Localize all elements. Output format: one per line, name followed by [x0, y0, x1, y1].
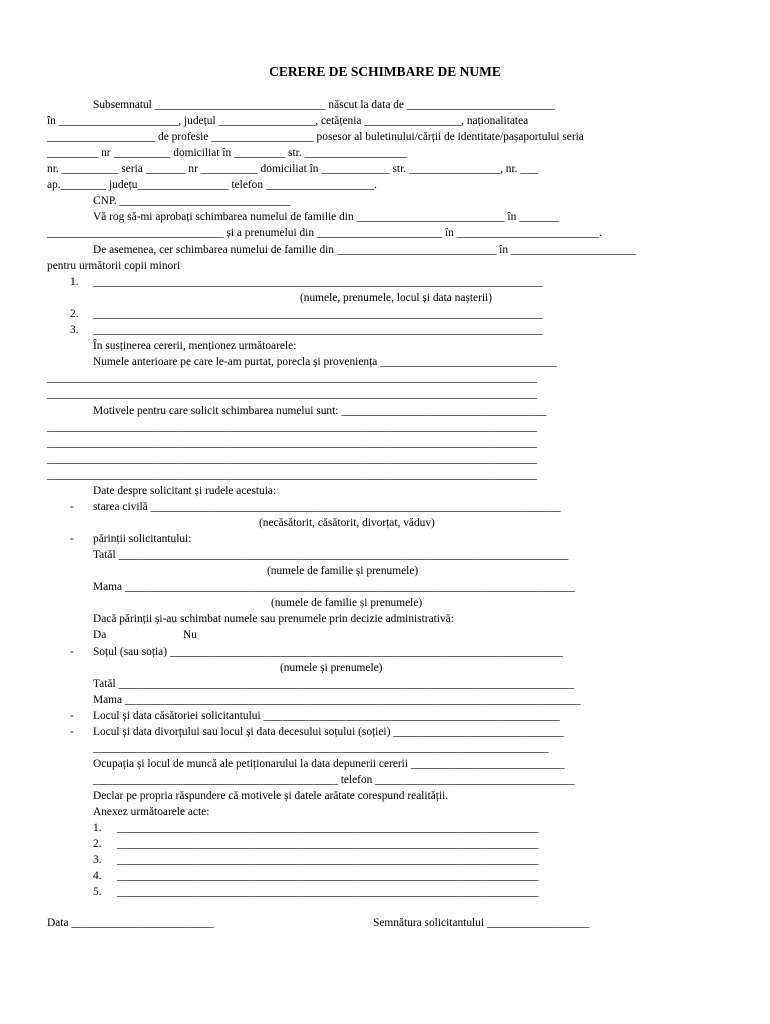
- annex-line: __________________________________________________________________________: [117, 886, 539, 898]
- occupation-phone-line: ___________________________________________ telefon ___________________________________: [93, 774, 575, 786]
- document-title: CERERE DE SCHIMBARE DE NUME: [269, 64, 501, 79]
- profession-id-line: ___________________ de profesie __________________ posesor al buletinului/cărții de identitate/pașaportului seria: [47, 131, 584, 143]
- support-heading: În susținerea cererii, menționez următoarele:: [93, 340, 297, 352]
- annex-number: 2.: [93, 838, 102, 850]
- applicant-name-line: Subsemnatul ______________________________ născut la data de __________________________: [93, 99, 555, 111]
- address-line: nr. __________ seria _______ nr __________ domiciliat în ____________ str. ________________, nr. ___: [47, 163, 538, 175]
- mother-line: Mama _______________________________________________________________________________: [93, 581, 575, 593]
- declaration: Declar pe propria răspundere că motivele și datele arătate corespund realității.: [93, 790, 449, 802]
- annexes-heading: Anexez următoarele acte:: [93, 806, 210, 818]
- marriage-line: Locul și data căsătoriei solicitantului ____________________________________________________: [93, 710, 560, 722]
- spouse-father-line: Tatăl ________________________________________________________________________________: [93, 678, 575, 690]
- previous-names-line: Numele anterioare pe care le-am purtat, porecla și proveniența _______________________________: [93, 356, 557, 368]
- signature-field: Semnătura solicitantului __________________: [373, 917, 590, 929]
- annex-number: 4.: [93, 870, 102, 882]
- annex-number: 5.: [93, 886, 102, 898]
- bullet: -: [70, 710, 74, 722]
- annex-line: __________________________________________________________________________: [117, 870, 539, 882]
- annex-line: __________________________________________________________________________: [117, 838, 539, 850]
- children-request-line: De asemenea, cer schimbarea numelui de familie din ____________________________ în ______________________: [93, 244, 637, 256]
- request-firstname-line: _______________________________ și a prenumelui din ______________________ în _________________________.: [47, 227, 602, 239]
- mother-caption: (numele de familie și prenumele): [271, 597, 423, 609]
- parents-label: părinții solicitantului:: [93, 533, 192, 545]
- id-number-line: _________ nr __________ domiciliat în _________ str. __________________: [47, 147, 408, 159]
- blank-line: ______________________________________________________________________________________: [47, 453, 537, 465]
- bullet: -: [70, 646, 74, 658]
- date-field: Data _________________________: [47, 917, 214, 929]
- occupation-line: Ocupația și locul de muncă ale petiționarului la data depunerii cererii ___________________________: [93, 758, 565, 770]
- cnp-line: CNP. ______________________________: [93, 195, 291, 207]
- option-yes: Da: [93, 629, 107, 641]
- blank-line: ______________________________________________________________________________________: [47, 372, 537, 384]
- spouse-caption: (numele și prenumele): [280, 662, 383, 674]
- civil-status-caption: (necăsătorit, căsătorit, divorțat, văduv): [259, 517, 435, 529]
- spouse-line: Soțul (sau soția) _____________________________________________________________________: [93, 646, 563, 658]
- blank-line: ________________________________________________________________________________: [93, 742, 549, 754]
- blank-line: ______________________________________________________________________________________: [47, 469, 537, 481]
- civil-status-line: starea civilă ________________________________________________________________________: [93, 501, 561, 513]
- annex-number: 3.: [93, 854, 102, 866]
- child-number: 2.: [70, 308, 79, 320]
- spouse-mother-line: Mama ________________________________________________________________________________: [93, 694, 581, 706]
- blank-line: ______________________________________________________________________________________: [47, 437, 537, 449]
- blank-line: ______________________________________________________________________________________: [47, 421, 537, 433]
- birthplace-line: în _____________________, județul _________________, cetățenia _________________, naționalitatea: [47, 115, 529, 127]
- annex-line: __________________________________________________________________________: [117, 822, 539, 834]
- child-caption: (numele, prenumele, locul și data nașterii): [300, 292, 492, 304]
- reasons-line: Motivele pentru care solicit schimbarea numelui sunt: ____________________________________: [93, 405, 547, 417]
- option-no: Nu: [183, 629, 197, 641]
- request-surname-line: Vă rog să-mi aprobați schimbarea numelui de familie din __________________________ în _______: [93, 211, 559, 223]
- apartment-phone-line: ap.________ județu________________ telefon ___________________.: [47, 179, 377, 191]
- divorce-line: Locul și data divorțului sau locul și data decesului soțului (soției) ______________________________: [93, 726, 565, 738]
- blank-line: ______________________________________________________________________________________: [47, 388, 537, 400]
- bullet: -: [70, 726, 74, 738]
- annex-number: 1.: [93, 822, 102, 834]
- child-line: _______________________________________________________________________________: [93, 276, 543, 288]
- child-line: _______________________________________________________________________________: [93, 324, 543, 336]
- bullet: -: [70, 501, 74, 513]
- bullet: -: [70, 533, 74, 545]
- annex-line: __________________________________________________________________________: [117, 854, 539, 866]
- father-line: Tatăl _______________________________________________________________________________: [93, 549, 569, 561]
- relatives-heading: Date despre solicitant și rudele acestuia:: [93, 485, 277, 497]
- child-number: 3.: [70, 324, 79, 336]
- child-number: 1.: [70, 276, 79, 288]
- parents-change-question: Dacă părinții și-au schimbat numele sau prenumele prin decizie administrativă:: [93, 613, 454, 625]
- children-label: pentru următorii copii minori: [47, 260, 181, 272]
- father-caption: (numele de familie și prenumele): [267, 565, 419, 577]
- child-line: _______________________________________________________________________________: [93, 308, 543, 320]
